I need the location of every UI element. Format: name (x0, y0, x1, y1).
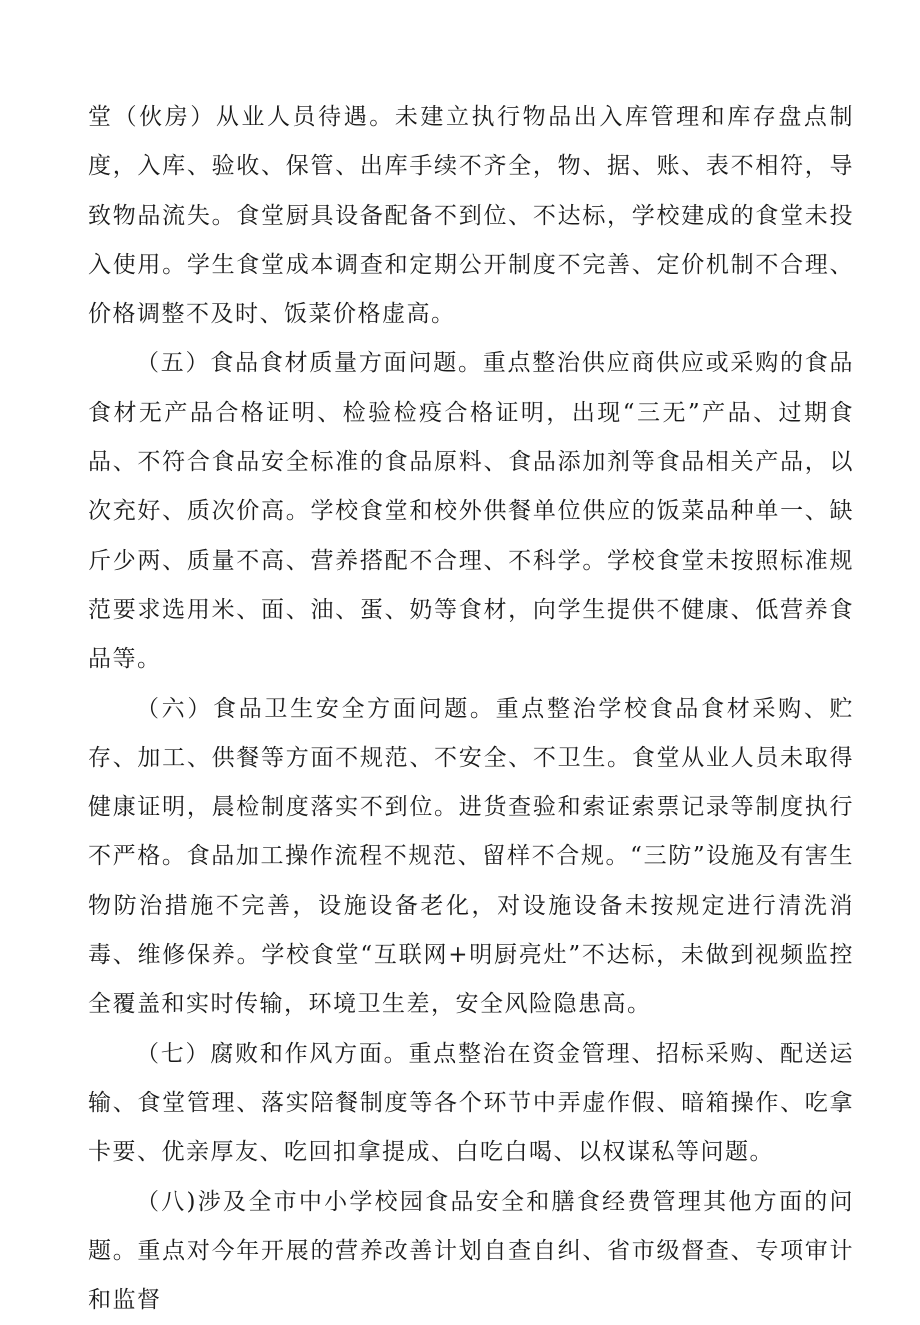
paragraph-section-7: （七）腐败和作风方面。重点整治在资金管理、招标采购、配送运输、食堂管理、落实陪餐制度等各个环节中弄虚作假、暗箱操作、吃拿卡要、优亲厚友、吃回扣拿提成、白吃白喝、以权谋私等问题。 (88, 1040, 854, 1166)
paragraph-section-5: （五）食品食材质量方面问题。重点整治供应商供应或采购的食品食材无产品合格证明、检验检疫合格证明，出现“三无”产品、过期食品、不符合食品安全标准的食品原料、食品添加剂等食品相关产品，以次充好、质次价高。学校食堂和校外供餐单位供应的饭菜品种单一、缺斤少两、质量不高、营养搭配不合理、不科学。学校食堂未按照标准规范要求选用米、面、油、蛋、奶等食材，向学生提供不健康、低营养食品等。 (88, 350, 854, 673)
paragraph-section-8: （八)涉及全市中小学校园食品安全和膳食经费管理其他方面的问题。重点对今年开展的营养改善计划自查自纠、省市级督查、专项审计和监督 (88, 1188, 854, 1314)
document-body (88, 93, 854, 1325)
paragraph-continuation: 堂（伙房）从业人员待遇。未建立执行物品出入库管理和库存盘点制度，入库、验收、保管、出库手续不齐全，物、据、账、表不相符，导致物品流失。食堂厨具设备配备不到位、不达标，学校建成的食堂未投入使用。学生食堂成本调查和定期公开制度不完善、定价机制不合理、价格调整不及时、饭菜价格虚高。 (88, 104, 854, 328)
paragraph-section-6: （六）食品卫生安全方面问题。重点整治学校食品食材采购、贮存、加工、供餐等方面不规范、不安全、不卫生。食堂从业人员未取得健康证明，晨检制度落实不到位。进货查验和索证索票记录等制度执行不严格。食品加工操作流程不规范、留样不合规。“三防”设施及有害生物防治措施不完善，设施设备老化，对设施设备未按规定进行清洗消毒、维修保养。学校食堂“互联网+明厨亮灶”不达标，未做到视频监控全覆盖和实时传输，环境卫生差，安全风险隐患高。 (88, 695, 854, 1018)
